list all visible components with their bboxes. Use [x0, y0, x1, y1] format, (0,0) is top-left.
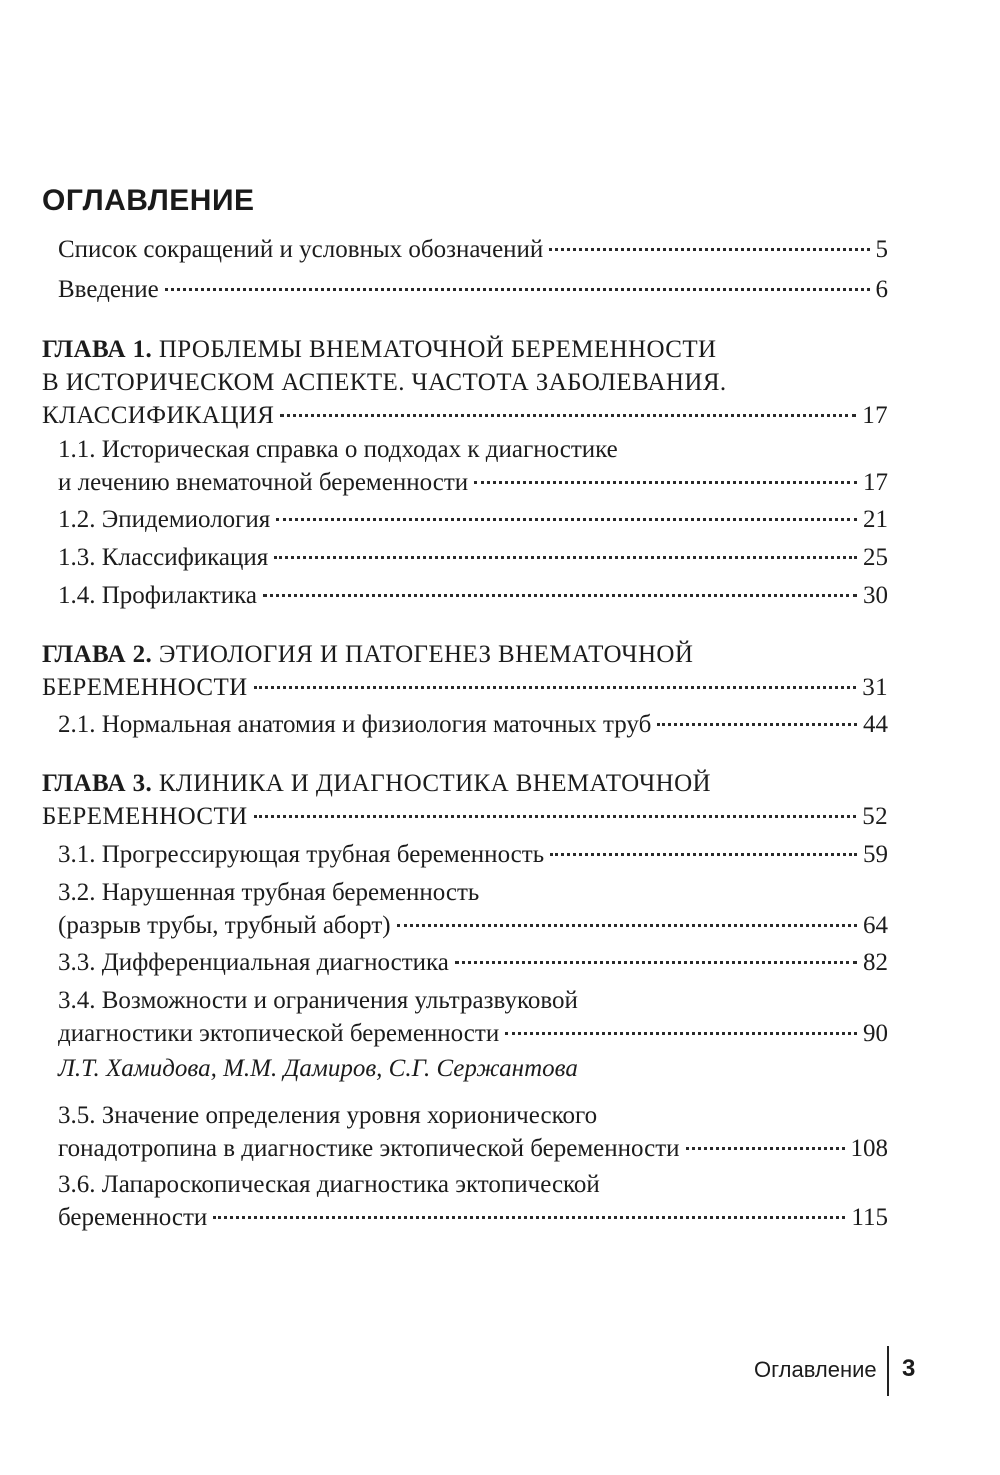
page-number: 108: [850, 1135, 888, 1162]
leader-dots: [397, 924, 857, 927]
chapter-label: ГЛАВА 3.: [42, 770, 153, 797]
toc-entry-3-5[interactable]: 3.5. Значение определения уровня хорионического гонадотропина в диагностике эктопической беременности 108: [58, 1099, 888, 1165]
toc-entry-1-3[interactable]: 1.3. Классификация 25: [58, 541, 888, 574]
toc-entry-1-2[interactable]: 1.2. Эпидемиология 21: [58, 503, 888, 536]
page-number: 17: [863, 469, 888, 496]
toc-chapter-3[interactable]: ГЛАВА 3. КЛИНИКА И ДИАГНОСТИКА ВНЕМАТОЧНОЙ БЕРЕМЕННОСТИ 52: [42, 767, 888, 833]
toc-entry-3-4[interactable]: 3.4. Возможности и ограничения ультразвуковой диагностики эктопической беременности 90: [58, 984, 888, 1050]
footer-divider: [887, 1346, 889, 1396]
page-number: 44: [863, 711, 888, 738]
leader-dots: [474, 481, 857, 484]
page-number: 115: [851, 1204, 888, 1231]
toc-entry-introduction[interactable]: Введение 6: [58, 273, 888, 306]
leader-dots: [549, 248, 869, 251]
toc-chapter-1[interactable]: ГЛАВА 1. ПРОБЛЕМЫ ВНЕМАТОЧНОЙ БЕРЕМЕННОСТИ В ИСТОРИЧЕСКОМ АСПЕКТЕ. ЧАСТОТА ЗАБОЛЕВАНИЯ. КЛАССИФИКАЦИЯ 17: [42, 333, 888, 432]
toc-entry-3-2[interactable]: 3.2. Нарушенная трубная беременность (разрыв трубы, трубный аборт) 64: [58, 876, 888, 942]
page-number: 5: [875, 236, 888, 263]
page-number: 17: [862, 402, 888, 429]
toc-entry-1-4[interactable]: 1.4. Профилактика 30: [58, 579, 888, 612]
leader-dots: [165, 288, 870, 291]
leader-dots: [254, 686, 857, 689]
page-title: ОГЛАВЛЕНИЕ: [42, 184, 255, 217]
page-number: 64: [863, 912, 888, 939]
section-authors: Л.Т. Хамидова, М.М. Дамиров, С.Г. Сержантова: [58, 1055, 578, 1082]
leader-dots: [686, 1147, 845, 1150]
leader-dots: [213, 1216, 845, 1219]
chapter-label: ГЛАВА 2.: [42, 641, 153, 668]
toc-entry-3-3[interactable]: 3.3. Дифференциальная диагностика 82: [58, 946, 888, 979]
page-number: 59: [863, 841, 888, 868]
page-number: 31: [862, 674, 888, 701]
running-footer-label: Оглавление: [754, 1357, 877, 1382]
page-number: 21: [863, 506, 888, 533]
leader-dots: [276, 518, 857, 521]
leader-dots: [550, 853, 857, 856]
page-number: 25: [863, 544, 888, 571]
toc-entry-3-1[interactable]: 3.1. Прогрессирующая трубная беременность 59: [58, 838, 888, 871]
toc-chapter-2[interactable]: ГЛАВА 2. ЭТИОЛОГИЯ И ПАТОГЕНЕЗ ВНЕМАТОЧНОЙ БЕРЕМЕННОСТИ 31: [42, 638, 888, 704]
footer-page-number: 3: [902, 1355, 916, 1382]
page-number: 6: [875, 276, 888, 303]
toc-entry-1-1[interactable]: 1.1. Историческая справка о подходах к диагностике и лечению внематочной беременности 17: [58, 433, 888, 499]
leader-dots: [274, 556, 857, 559]
leader-dots: [280, 414, 856, 417]
leader-dots: [263, 594, 857, 597]
chapter-label: ГЛАВА 1.: [42, 336, 153, 363]
leader-dots: [505, 1032, 857, 1035]
leader-dots: [254, 815, 857, 818]
page-number: 90: [863, 1020, 888, 1047]
page-number: 52: [862, 803, 888, 830]
page-number: 82: [863, 949, 888, 976]
leader-dots: [657, 723, 857, 726]
toc-entry-abbreviations[interactable]: Список сокращений и условных обозначений 5: [58, 233, 888, 266]
page-number: 30: [863, 582, 888, 609]
leader-dots: [455, 961, 857, 964]
toc-entry-3-6[interactable]: 3.6. Лапароскопическая диагностика эктопической беременности 115: [58, 1168, 888, 1234]
toc-entry-2-1[interactable]: 2.1. Нормальная анатомия и физиология маточных труб 44: [58, 708, 888, 741]
